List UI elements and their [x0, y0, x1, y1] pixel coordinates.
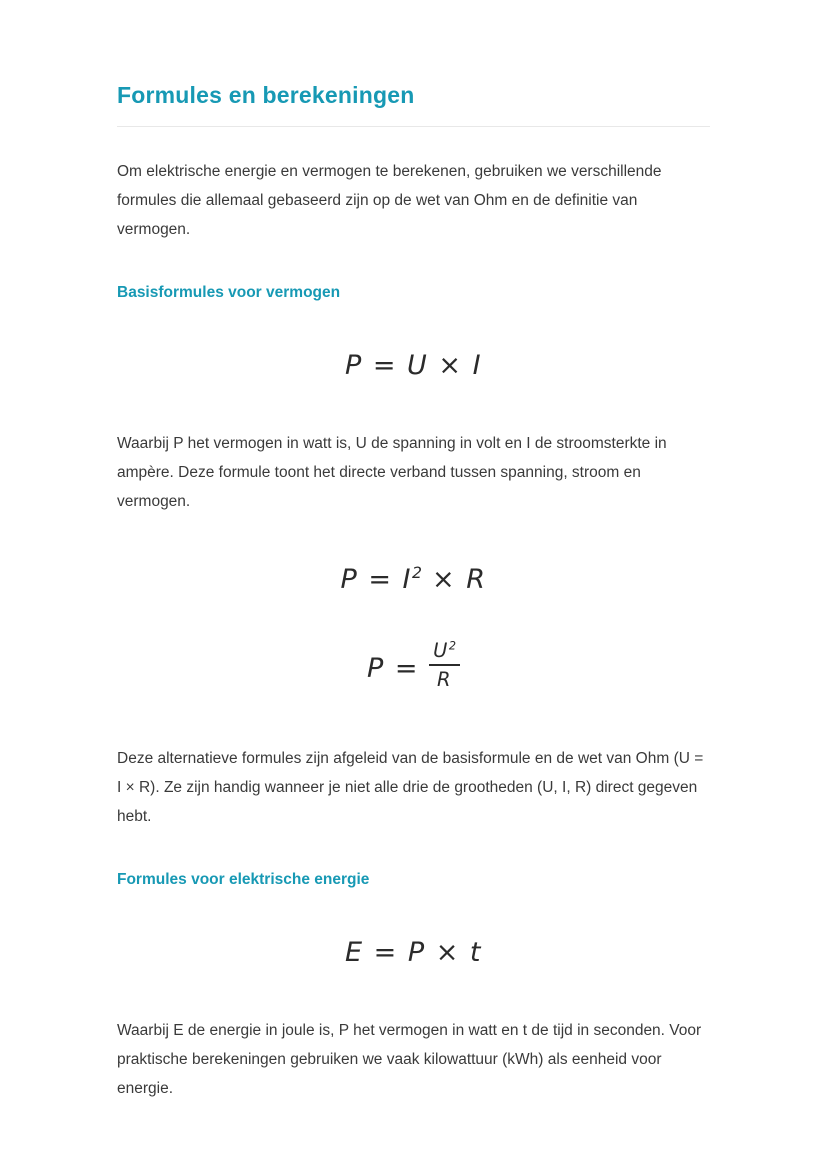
alternative-formulas-note-paragraph: Deze alternatieve formules zijn afgeleid van de basisformule en de wet van Ohm (U = I × R). Ze zijn handig wanneer je niet alle drie de grootheden (U, I, R) direct gegeven hebt. [117, 749, 704, 825]
formula-lhs: P = [367, 652, 430, 684]
formula-text [340, 564, 486, 595]
formula-e-equals-p-times-t [117, 937, 710, 968]
formula-text [367, 639, 460, 692]
subheading-elektrische-energie: Formules voor elektrische energie [117, 870, 370, 888]
formula-explanation-paragraph: Waarbij P het vermogen in watt is, U de spanning in volt en I de stroomsterkte in ampère. Deze formule toont het directe verband tussen spanning, stroom en vermogen. [117, 435, 667, 510]
formula-p-equals-u-squared-over-r [117, 639, 710, 696]
intro-paragraph: Om elektrische energie en vermogen te berekenen, gebruiken we verschillende formules die allemaal gebaseerd zijn op de wet van Ohm en de definitie van vermogen. [117, 163, 662, 238]
formula-text: E = P × t [344, 936, 482, 968]
formula-base: P = I [340, 564, 412, 595]
page-title: Formules en berekeningen [117, 82, 710, 127]
energy-explanation-paragraph: Waarbij E de energie in joule is, P het vermogen in watt en t de tijd in seconden. Voor praktische berekeningen gebruiken we vaak kilowattuur (kWh) als eenheid voor energie. [117, 1021, 702, 1097]
numerator-base: U [433, 639, 449, 662]
formula-p-equals-i-squared-times-r [117, 564, 710, 595]
formula-text: P = U × I [344, 350, 483, 381]
subheading-basisformules: Basisformules voor vermogen [117, 284, 341, 301]
fraction [429, 639, 460, 692]
numerator-exponent: 2 [448, 639, 456, 653]
formula-rest: × R [421, 564, 487, 595]
formula-p-equals-u-times-i [117, 350, 710, 381]
formula-exponent: 2 [412, 563, 422, 582]
fraction-denominator: R [437, 668, 453, 692]
fraction-numerator [429, 639, 460, 666]
